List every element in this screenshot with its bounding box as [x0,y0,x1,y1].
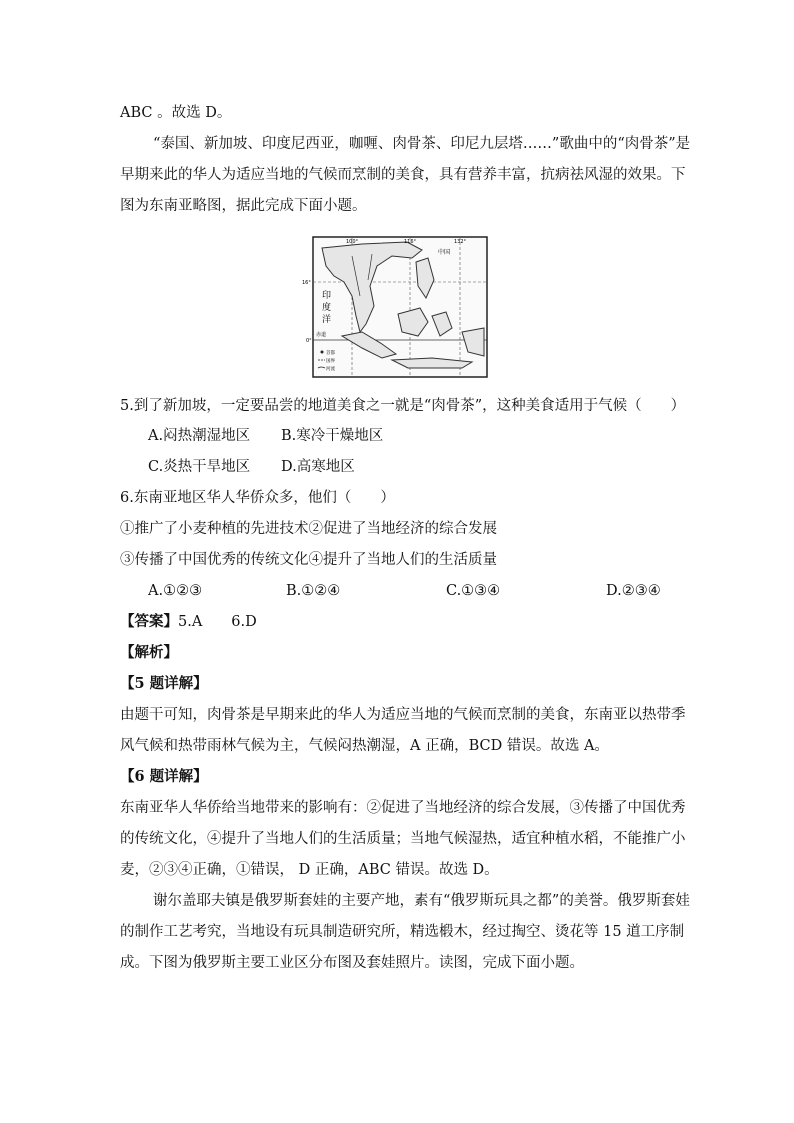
analysis-text: 风气候和热带雨林气候为主，气候闷热潮湿，A 正确，BCD 错误。故选 A。 [120,738,609,754]
legend-item: 首都 [326,351,335,356]
q5-analysis-heading: 【5 题详解】 [120,675,208,692]
question-6-stem: 6.东南亚地区华人华侨众多，他们（ ） [120,490,395,506]
q5-option-d: D.高寒地区 [281,459,355,475]
analysis-text: 东南亚华人华侨给当地带来的影响有：②促进了当地经济的综合发展，③传播了中国优秀 [120,800,686,816]
analysis-text: 麦，②③④正确，①错误， D 正确，ABC 错误。故选 D。 [120,862,499,878]
answer-label: 【答案】 [120,613,178,630]
q5-option-b: B.寒冷干燥地区 [281,428,384,444]
paragraph-line: 成。下图为俄罗斯主要工业区分布图及套娃照片。读图，完成下面小题。 [120,955,584,971]
map-label-ocean: 度 [322,303,332,313]
paragraph-line: “泰国、新加坡、印度尼西亚，咖喱、肉骨茶、印尼九层塔……”歌曲中的“肉骨茶”是 [153,136,691,152]
q5-option-a: A.闷热潮湿地区 [148,428,251,444]
southeast-asia-map [302,236,488,378]
legend-item: 国界 [326,359,335,364]
answer-line [120,613,257,631]
analysis-text: 的传统文化，④提升了当地人们的生活质量；当地气候湿热，适宜种植水稻，不能推广小 [120,831,686,847]
q5-option-c: C.炎热干旱地区 [148,459,251,475]
q6-option-b: B.①②④ [286,583,341,599]
lat-label: 0° [306,338,312,344]
q6-statement: ①推广了小麦种植的先进技术②促进了当地经济的综合发展 [120,521,497,537]
lon-label: 116° [404,239,417,245]
q6-option-c: C.①③④ [446,583,501,599]
legend-item: 河流 [326,367,335,372]
analysis-heading: 【解析】 [120,644,178,661]
paragraph-line: 早期来此的华人为适应当地的气候而烹制的美食，具有营养丰富，抗病祛风湿的效果。下 [120,167,686,183]
q6-option-d: D.②③④ [606,583,661,599]
map-label-equator: 赤道 [316,332,327,338]
answer-text: 5.A 6.D [178,614,257,630]
paragraph-line: ABC 。故选 D。 [120,105,232,121]
map-label-ocean: 洋 [322,315,332,325]
q6-statement: ③传播了中国优秀的传统文化④提升了当地人们的生活质量 [120,552,497,568]
lat-label: 16° [302,280,311,286]
q6-option-a: A.①②③ [148,583,203,599]
map-label-ocean: 印 [322,291,332,301]
lon-label: 100° [346,239,359,245]
paragraph-line: 谢尔盖耶夫镇是俄罗斯套娃的主要产地，素有“俄罗斯玩具之都”的美誉。俄罗斯套娃 [153,893,690,909]
paragraph-line: 的制作工艺考究，当地设有玩具制造研究所，精选椴木，经过掏空、烫花等 15 道工序制 [120,924,685,940]
paragraph-line: 图为东南亚略图，据此完成下面小题。 [120,198,367,214]
analysis-text: 由题干可知，肉骨茶是早期来此的华人为适应当地的气候而烹制的美食，东南亚以热带季 [120,707,686,723]
q6-analysis-heading: 【6 题详解】 [120,768,208,785]
map-label-china: 中国 [438,249,451,256]
question-5-stem: 5.到了新加坡，一定要品尝的地道美食之一就是“肉骨茶”，这种美食适用于气候（ ） [120,398,686,414]
lon-label: 132° [454,239,467,245]
